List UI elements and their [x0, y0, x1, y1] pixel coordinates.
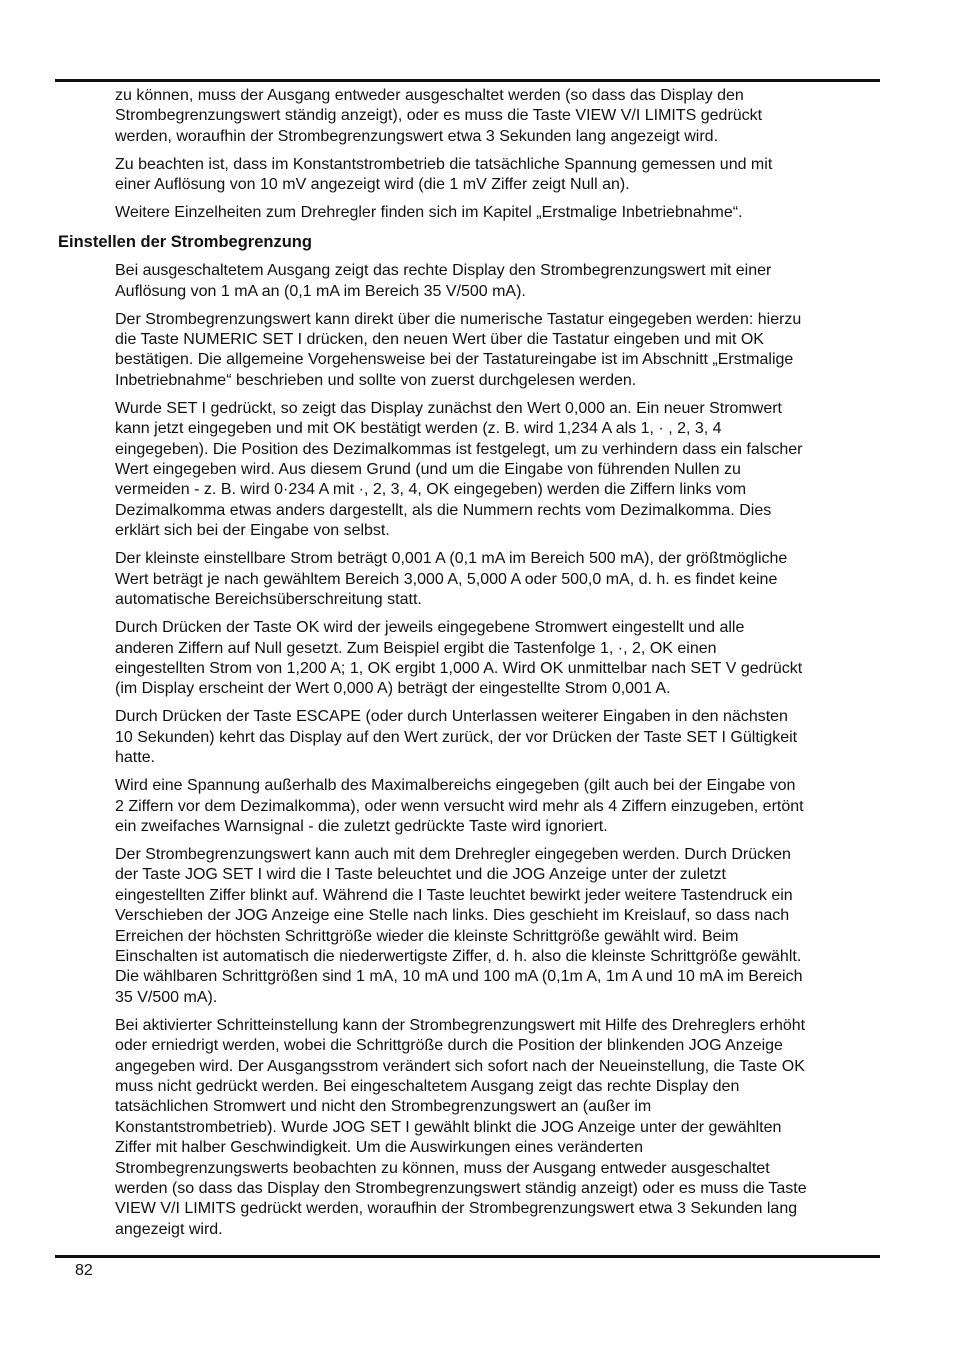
text-line: Konstantstrombetrieb). Wurde JOG SET I gewählt blinkt die JOG Anzeige unter der gewählten: [115, 1118, 782, 1136]
text-line: eingestellten Ziffer blinkt auf. Während die I Taste leuchtet bewirkt jeder weitere Tastendruck ein: [115, 886, 793, 904]
page-body: [0, 86, 954, 1248]
text-line: 35 V/500 mA).: [115, 988, 218, 1006]
text-line: (im Display erscheint der Wert 0,000 A) beträgt der eingestellte Strom 0,001 A.: [115, 680, 671, 698]
text-line: Wert eingegeben wird. Aus diesem Grund (und um die Eingabe von führenden Nullen zu: [115, 461, 741, 479]
text-line: Der kleinste einstellbare Strom beträgt 0,001 A (0,1 mA im Bereich 500 mA), der größtmögliche: [115, 550, 788, 568]
text-line: die Taste NUMERIC SET I drücken, den neuen Wert über die Tastatur eingeben und mit OK: [115, 331, 764, 349]
text-line: einer Auflösung von 10 mV angezeigt wird (die 1 mV Ziffer zeigt Null an).: [115, 176, 630, 194]
paragraph: [115, 399, 954, 542]
paragraph: [115, 776, 954, 837]
text-line: zu können, muss der Ausgang entweder ausgeschaltet werden (so dass das Display den: [115, 87, 744, 104]
text-line: Einschalten ist automatisch die niederwertigste Ziffer, d. h. also die kleinste Schrittgröße gewählt.: [115, 947, 802, 965]
text-line: Bei aktivierter Schritteinstellung kann der Strombegrenzungswert mit Hilfe des Drehreglers erhöht: [115, 1016, 806, 1034]
text-line: eingestellten Strom von 1,200 A; 1, OK ergibt 1,000 A. Wird OK unmittelbar nach SET V gedrückt: [115, 659, 803, 677]
text-line: der Taste JOG SET I wird die I Taste beleuchtet und die JOG Anzeige unter der zuletzt: [115, 866, 726, 884]
paragraph: [115, 618, 954, 700]
text-line: Wird eine Spannung außerhalb des Maximalbereichs eingegeben (gilt auch bei der Eingabe von: [115, 777, 796, 795]
text-line: erklärt sich bei der Eingabe von selbst.: [115, 522, 390, 540]
text-line: 10 Sekunden) kehrt das Display auf den Wert zurück, der vor Drücken der Taste SET I Gültigkeit: [115, 728, 798, 746]
text-line: anderen Ziffern auf Null gesetzt. Zum Beispiel ergibt die Tastenfolge 1, ·, 2, OK einen: [115, 639, 717, 657]
text-line: Dezimalkomma etwas anders dargestellt, als die Nummern rechts vom Dezimalkomma. Dies: [115, 501, 772, 519]
text-line: Einstellen der Strombegrenzung: [58, 233, 312, 252]
text-line: VIEW V/I LIMITS gedrückt werden, woraufhin der Strombegrenzungswert etwa 3 Sekunden lang: [115, 1200, 798, 1218]
text-line: Zu beachten ist, dass im Konstantstrombetrieb die tatsächliche Spannung gemessen und mit: [115, 155, 773, 173]
text-line: Auflösung von 1 mA an (0,1 mA im Bereich 35 V/500 mA).: [115, 282, 526, 300]
text-line: Erreichen der höchsten Schrittgröße wieder die kleinste Schrittgröße gewählt wird. Beim: [115, 927, 739, 945]
text-line: eingegeben). Die Position des Dezimalkommas ist festgelegt, um zu verhindern dass ein falscher: [115, 440, 803, 458]
text-line: automatische Bereichsüberschreitung statt.: [115, 591, 422, 609]
text-line: Bei ausgeschaltetem Ausgang zeigt das rechte Display den Strombegrenzungswert mit einer: [115, 262, 772, 280]
text-line: tatsächlichen Stromwert und nicht den Strombegrenzungswert an (außer im: [115, 1098, 652, 1116]
text-line: Durch Drücken der Taste OK wird der jeweils eingegebene Stromwert eingestellt und alle: [115, 619, 745, 637]
paragraph: [115, 707, 954, 768]
text-line: Inbetriebnahme“ beschrieben und sollte von zuerst durchgelesen werden.: [115, 371, 637, 389]
text-line: vermeiden - z. B. wird 0·234 A mit ·, 2, 3, 4, OK eingegeben) werden die Ziffern links vom: [115, 481, 747, 499]
text-line: kann jetzt eingegeben und mit OK bestätigt werden (z. B. wird 1,234 A als 1, · , 2, 3, 4: [115, 420, 722, 438]
paragraph: [115, 86, 954, 147]
header-rule: [55, 79, 880, 82]
text-line: 2 Ziffern vor dem Dezimalkomma), oder wenn versucht wird mehr als 4 Ziffern einzugeben, ertönt: [115, 797, 804, 815]
text-line: Strombegrenzungswerts beobachten zu können, muss der Ausgang entweder ausgeschaltet: [115, 1159, 770, 1177]
text-line: Ziffer mit halber Geschwindigkeit. Um die Auswirkungen eines veränderten: [115, 1139, 643, 1157]
text-line: Weitere Einzelheiten zum Drehregler finden sich im Kapitel „Erstmalige Inbetriebnahme“.: [115, 204, 743, 222]
paragraph: [115, 261, 954, 302]
text-line: Der Strombegrenzungswert kann direkt über die numerische Tastatur eingegeben werden: hierzu: [115, 310, 802, 328]
footer-rule: [55, 1255, 880, 1258]
text-line: muss nicht gedrückt werden. Bei eingeschaltetem Ausgang zeigt das rechte Display den: [115, 1078, 740, 1095]
paragraph: [115, 845, 954, 1008]
paragraph: [115, 549, 954, 610]
text-line: Der Strombegrenzungswert kann auch mit dem Drehregler eingegeben werden. Durch Drücken: [115, 845, 791, 863]
section-heading: [58, 231, 954, 253]
text-line: oder erniedrigt werden, wobei die Schrittgröße durch die Position der blinkenden JOG Anzeige: [115, 1037, 783, 1055]
text-line: Strombegrenzungswert ständig anzeigt), oder es muss die Taste VIEW V/I LIMITS gedrückt: [115, 107, 763, 125]
text-line: werden (so dass das Display den Strombegrenzungswert ständig anzeigt) oder es muss die Taste: [115, 1180, 807, 1198]
text-line: hatte.: [115, 749, 156, 767]
text-line: Durch Drücken der Taste ESCAPE (oder durch Unterlassen weiterer Eingaben in den nächsten: [115, 708, 788, 726]
text-line: ein zweifaches Warnsignal - die zuletzt gedrückte Taste wird ignoriert.: [115, 817, 608, 835]
paragraph: [115, 203, 954, 223]
text-line: Wert beträgt je nach gewähltem Bereich 3,000 A, 5,000 A oder 500,0 mA, d. h. es findet keine: [115, 570, 778, 588]
paragraph: [115, 155, 954, 196]
text-line: Verschieben der JOG Anzeige eine Stelle nach links. Dies geschieht im Kreislauf, so dass nach: [115, 907, 790, 925]
page-number: 82: [75, 1262, 93, 1279]
text-line: Wurde SET I gedrückt, so zeigt das Display zunächst den Wert 0,000 an. Ein neuer Stromwert: [115, 399, 782, 417]
text-line: werden, woraufhin der Strombegrenzungswert etwa 3 Sekunden lang angezeigt wird.: [115, 127, 719, 145]
text-line: angezeigt wird.: [115, 1220, 223, 1238]
text-line: angegeben wird. Der Ausgangsstrom verändert sich sofort nach der Neueinstellung, die Taste OK: [115, 1057, 805, 1075]
paragraph: [115, 310, 954, 392]
paragraph: [115, 1016, 954, 1240]
text-line: Die wählbaren Schrittgrößen sind 1 mA, 10 mA und 100 mA (0,1m A, 1m A und 10 mA im Bereich: [115, 968, 803, 986]
text-line: bestätigen. Die allgemeine Vorgehensweise bei der Tastatureingabe ist im Abschnitt „Erstmalige: [115, 351, 794, 369]
